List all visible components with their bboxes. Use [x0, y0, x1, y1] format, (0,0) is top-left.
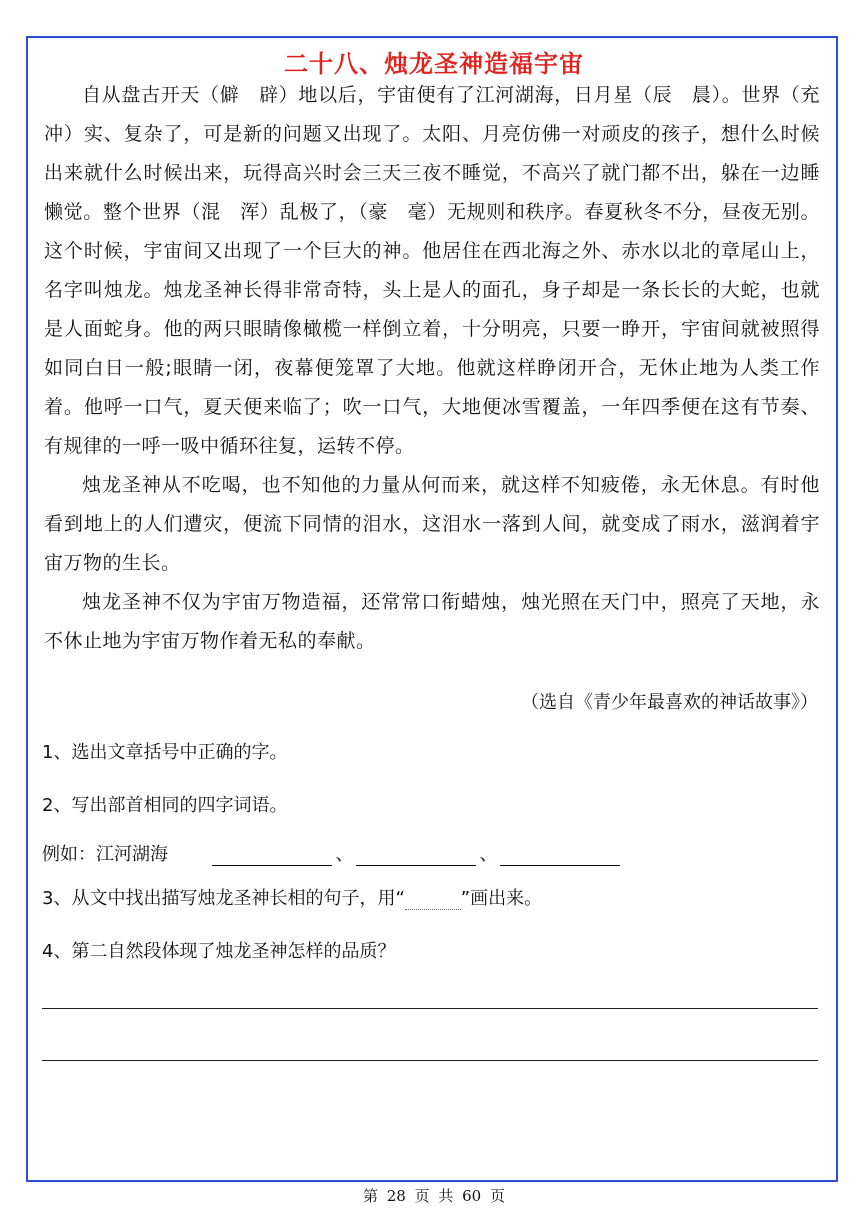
example-label: 例如：江河湖海	[42, 844, 168, 865]
question-2-example-row	[42, 840, 623, 866]
article-title: 二十八、烛龙圣神造福宇宙	[284, 50, 584, 78]
answer-blank-2[interactable]	[356, 847, 476, 866]
answer-blank-1[interactable]	[212, 847, 332, 866]
source-citation: （选自《青少年最喜欢的神话故事》）	[521, 692, 818, 713]
question-3-text-before: 3、从文中找出描写烛龙圣神长相的句子，用“	[42, 888, 405, 909]
question-4: 4、第二自然段体现了烛龙圣神怎样的品质？	[42, 941, 396, 962]
paragraph-1: 自从盘古开天（僻 辟）地以后，宇宙便有了江河湖海，日月星（辰 晨）。世界（充 冲）实、复杂了，可是新的问题又出现了。太阳、月亮仿佛一对顽皮的孩子，想什么时候出来就什么时候出来，玩得高兴时会三天三夜不睡觉，不高兴了就门都不出，躲在一边睡懒觉。整个世界（混 浑）乱极了，（豪 毫）无规则和秩序。春夏秋冬不分，昼夜无别。这个时候，宇宙间又出现了一个巨大的神。他居住在西北海之外、赤水以北的章尾山上，名字叫烛龙。烛龙圣神长得非常奇特，头上是人的面孔，身子却是一条长长的大蛇，也就是人面蛇身。他的两只眼睛像橄榄一样倒立着，十分明亮，只要一睁开，宇宙间就被照得如同白日一般;眼睛一闭，夜幕便笼罩了大地。他就这样睁闭开合，无休止地为人类工作着。他呼一口气，夏天便来临了；吹一口气，大地便冰雪覆盖，一年四季便在这有节奏、有规律的一呼一吸中循环往复，运转不停。	[44, 84, 840, 457]
article-body	[44, 76, 840, 661]
answer-blank-3[interactable]	[500, 847, 620, 866]
question-1: 1、选出文章括号中正确的字。	[42, 742, 288, 763]
question-2: 2、写出部首相同的四字词语。	[42, 795, 288, 816]
page-number: 第 28 页 共 60 页	[362, 1187, 505, 1205]
answer-line-1[interactable]	[42, 1008, 818, 1009]
question-3	[42, 884, 542, 910]
separator-2: 、	[479, 844, 498, 865]
wavy-underline-sample	[405, 891, 461, 910]
answer-line-2[interactable]	[42, 1060, 818, 1061]
paragraph-3: 烛龙圣神不仅为宇宙万物造福，还常常口衔蜡烛，烛光照在天门中，照亮了天地，永不休止地为宇宙万物作着无私的奉献。	[44, 591, 820, 652]
separator-1: 、	[335, 844, 354, 865]
paragraph-2: 烛龙圣神从不吃喝，也不知他的力量从何而来，就这样不知疲倦，永无休息。有时他看到地上的人们遭灾，便流下同情的泪水，这泪水一落到人间，就变成了雨水，滋润着宇宙万物的生长。	[44, 474, 820, 574]
question-3-text-after: ”画出来。	[460, 888, 543, 909]
